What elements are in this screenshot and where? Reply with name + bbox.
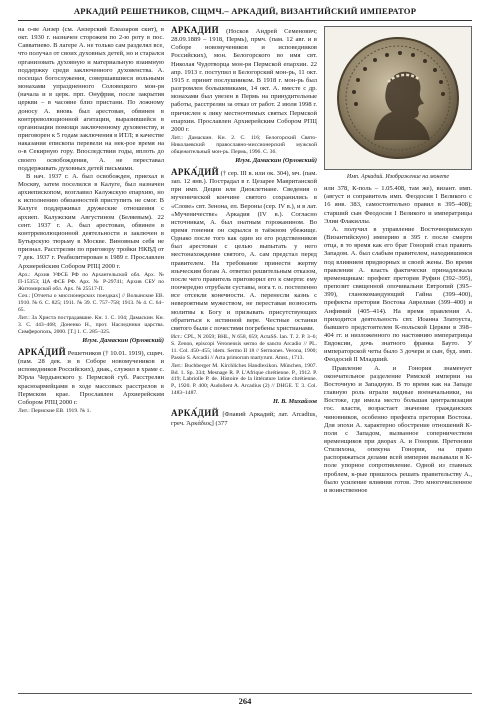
page-number: 264 — [238, 696, 252, 706]
entry-title: АРКА́ДИЙ — [171, 26, 220, 35]
entry-text: (Носков Андрей Семенович; 28.09.1889 – 1918, Пермь), прмч. (пам. 12 авг. и в Соборе новомучеников и исповедников Российских), мон. Белогорского во имя свт. Николая Чудотворца мон-ря Пермской епархии. 22 апр. 1913 г. поступил в Белогорский мон-рь, 11 окт. 1915 г. принят послушником. В 1918 г. мон-рь был разгромлен большевиками, 14 окт. А. вместе с др. монахами был увезен в Пермь на принудительные работы, расстрелян за отказ от работ. 2 июля 1998 г. причислен к лику местночтимых святых Пермской епархии. Прославлен Архиерейским Собором РПЦ 2000 г. — [171, 28, 317, 133]
paragraph: Правление А. и Гонория знаменует окончательное разделение Римской империи на Восточную и Западную. В то время как на Западе главную роль играли видные военачальники, на Востоке, где имела место большая централизация гос. власти, возрастает значение гражданских чиновников, особенно префекта претория Востока. Для эпохи А. характерно обострение отношений К-поля с Западом, вызванное соперничеством временщиков при дворах А. и Гонория. Претензии Стилихона, опекуна Гонория, на право распоряжаться делами всей империи вызывали в К-поле упорное сопротивление. Одной из главных проблем, к-рые пришлось решать правительству А., было усиление влияния готов. Это многочисленное и воинственное — [324, 364, 472, 494]
entry-title: АРКА́ДИЙ — [171, 408, 220, 419]
coin-image — [324, 26, 472, 170]
article-author: Н. В. Михайлов — [272, 398, 317, 406]
literature-reference: Лит.: За Христа пострадавшие. Кн. 1. С. 104; Дамаскин. Кн. 3. С. 443–468; Доненко Н., прот. Наследники царства. Симферополь, 2000. [Т.] 1. С. 285–325. — [18, 315, 164, 335]
article-author: Игум. Дамаскин (Орловский) — [235, 156, 317, 164]
entry-paragraph — [171, 26, 317, 134]
running-head: АРКАДИЙ РЕШЕТНИКОВ, СЩМЧ.– АРКАДИЙ, ВИЗАНТИЙСКИЙ ИМПЕРАТОР — [73, 6, 417, 16]
entry-text: († сер. III в. или ок. 304), мч. (пам. зап. 12 янв.). Пострадал в г. Цезарее Мавританской при имп. Деции или Диоклетиане. Сведения о мученической кончине святого сохранились в «Слове» свт. Зенона, еп. Вероны (сер. IV в.), и в лат. «Мученичестве» Аркадия (IV в.). Согласно источникам, А. был знатным горожанином. Во время гонения он скрылся в таёжном убежище. Однако после того как один из его родственников был арестован с целью выпытать у него местонахождение святого, А. сам предстал перед правителем. На требование принести жертву языческим богам А. ответил решительным отказом, после чего правитель приговорил его к смерти: ему поочередно отрубали суставы, нога т. о. постепенно все отсекли конечности. А. перенесли казнь с невероятным мужеством, не переставая возносить молитвы к Богу и призывать присутствующих обратиться к истинной вере. Честные останки святого были с почестями погребены христианами. — [171, 169, 317, 332]
entry-title: АРКА́ДИЙ — [18, 347, 67, 357]
entry-paragraph — [171, 409, 317, 427]
column-3 — [324, 26, 472, 690]
paragraph: на о-ве Анзер (см. Анзерский Елеазаров скит), в окт. 1930 г. назначен сторожем по 2-ю роту в пос. Савватиево. В лагере А. не только сам разделял все, что получал от своих духовных детей, но и старался организовать духовную и материальную взаимную поддержку среди заключенного духовенства. А. посещал богослужения, совершавшиеся вольными монахами упраздненного Соловецкого мон-ря (начала и в церк. прп. Онуфрия, после закрытия церкви – в часовне близ пристани. По ложному доносу А. вновь был арестован, обвинен в контрреволюционной агитации, выразившейся в организации помощи заключенному духовенству, и приговорен к 5 годам заключения в ИТЛ; в качестве наказания епископа перевели на нек-рое время на о-в Секирную гору. Впоследствии годы, вплоть до своего освобождения, А. не переставал поддерживать духовных детей письмами. — [18, 26, 164, 172]
column-1 — [18, 26, 164, 690]
paragraph: А. получил в управление Восточноримскую (Византийскую) империю в 395 г. после смерти отца, в то время как его брат Гонорий стал править Западом. А. был слабым правителем, находившимся под влиянием придворных и своей жены. Во время правления А. власть фактически принадлежала временщикам: префект претория Руфин (392–395), препозит священной опочивальни Евтропий (395–399), гланокомандующий Гайна (399–400), префекты претория Востока Аврелиан (399–400) и Анфимий (405–414). На время правления А. приходится деятельность свт. Иоанна Златоуста, бывшего предстоятелем К-польской Церкви в 398–404 гг. и низложенного по настоянию императрицы Евдоксии, дочь знатного франка Бауто. У императорской четы было 3 дочери и сын, буд. имп. Феодосий II Младший. — [324, 225, 472, 364]
entry-title: АРКА́ДИЙ — [171, 166, 220, 177]
header-rule — [18, 20, 472, 21]
archive-reference: Арх.: Архив УФСБ РФ по Архангельской обл. Арх. № П-15353; ЦА ФСБ РФ. Арх. № Р-29741; Архив СБУ по Житомирской обл. Арх. № 25517-П. — [18, 271, 164, 292]
literature-reference: Лит.: Дамаскин. Кн. 2. С. 116; Белогорский Свято-Николаевский православно-миссионерский мужской общежительный мон-рь. Пермь, 1996. С. 36. — [171, 135, 317, 155]
entry-text: [Флавий Аркадий; лат. Arcadius, греч. Ἀρκάδιος] (377 — [171, 411, 317, 427]
entry-paragraph — [18, 348, 164, 407]
article-author: Игум. Дамаскин (Орловский) — [82, 336, 164, 344]
coin-caption: Имп. Аркадий. Изображение на монете — [346, 174, 450, 180]
paragraph: В нач. 1937 г. А. был освобожден, приехал в Москву, затем поселился в Калуге, был назначен архиепископом, возглавил Калужскую епархию, но к исполнению обязанностей приступить не смог. В Калуге поддерживал дружеские отношения с архиеп. Калужским Августином (Беляевым). 22 сент. 1937 г. А. был арестован, обвинен в контрреволюционной деятельности и заключен в Бутырскую тюрьму в Москве. Виновным себя не признал. Расстрелян по приговору тройки НКВД от 7 дек. 1937 г. Реабилитирован в 1989 г. Прославлен Архиерейским Собором РПЦ 2000 г. — [18, 172, 164, 270]
column-2 — [171, 26, 317, 690]
footer-rule — [18, 693, 472, 694]
literature-reference: Лит.: Пермские ЕВ. 1919. № 1. — [18, 408, 91, 415]
works-reference: Соч.: [Отчеты о миссионерских поездках] // Волынские ЕВ. 1910. № 6. С. 825; 1911. № 39. С. 757–758; 1913. № 4. С. 64–65. — [18, 293, 164, 314]
sources-reference: Ист.: CPL, N 2059; BHL, N 658, 659; ActaSS. Ian. T. 2. P. 3–6; S. Zenon, episcopi Veronensis sermo de sancto Arcadio // PL. 11. Col. 450–455; idem. Sermo II 18 // Sermones. Verona, 1900; Passio S. Arcadii // Acta primorum martyrum. Amst., 1713. — [171, 334, 317, 361]
coin-portrait-icon — [334, 34, 462, 162]
literature-reference: Лит.: Buchberger M. Kirchliches Handlexikon. München, 1907. Bd. 1. Sp. 334; Mesnage R. P. L'Afrique chrétienne. P., 1912. P. 419; Labriolle P. de. Histoire de la littérature latine chrétienne. P., 1920. P. 400; Audollent A. Arcadius (2) // DHGE. T. 3. Col. 1483–1487. — [171, 362, 317, 397]
entry-text: Решетников († 10.01. 1919), сщмч. (пам. 28 дек. и в Соборе новомучеников и исповедников Российских), диак., служил в храме с. Юрла Чердынского у. Пермской губ. Расстрелян красноармейцами в ходе массовых расстрелов в Пермском крае. Прославлен Архиерейским Собором РПЦ 2000 г. — [18, 350, 164, 406]
entry-paragraph — [171, 168, 317, 333]
paragraph: или 378, К-поль – 1.05.408, там же), визант. имп. (август и соправитель имп. Феодосия I Великого с 16 янв. 383, самостоятельно правил в 395–408); старший сын Феодосия I Великого и императрицы Элии Флакиллы. — [324, 185, 472, 225]
